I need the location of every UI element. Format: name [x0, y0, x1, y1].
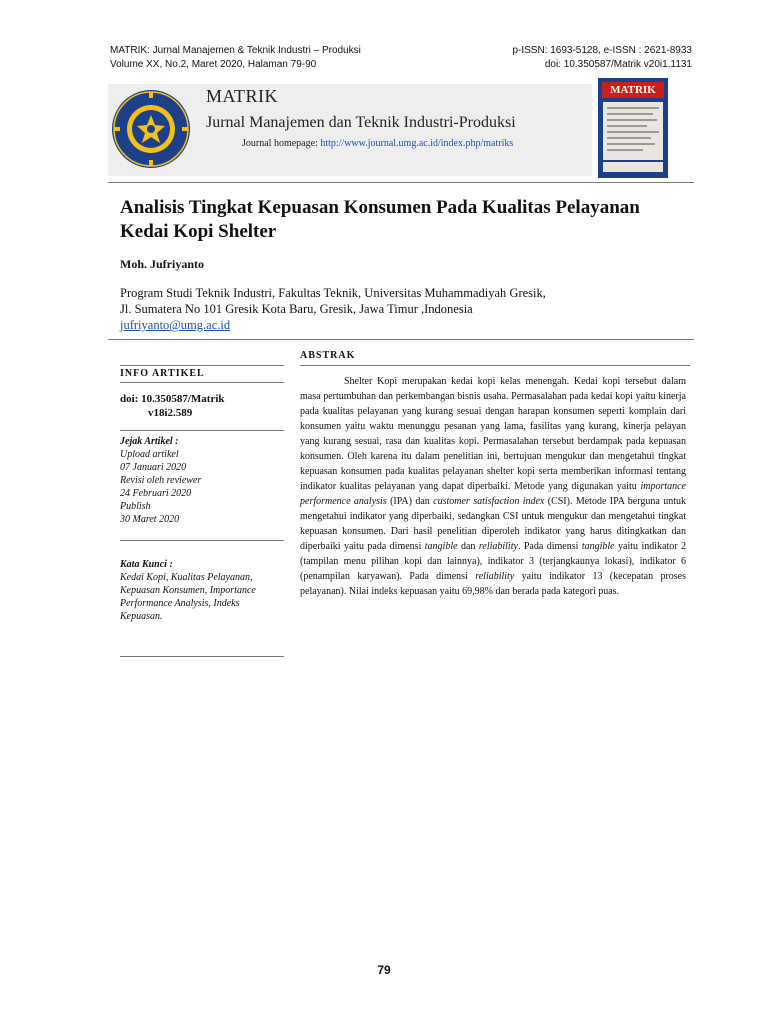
journal-subtitle: Jurnal Manajemen dan Teknik Industri-Produksi — [206, 114, 516, 131]
journal-homepage — [242, 138, 513, 149]
author-email-link[interactable]: jufriyanto@umg.ac.id — [120, 318, 231, 332]
article-doi — [120, 392, 284, 420]
volume-info: Volume XX, No.2, Maret 2020, Halaman 79-90 — [110, 59, 317, 70]
history-heading: Jejak Artikel : — [120, 436, 179, 447]
journal-name: MATRIK — [206, 86, 279, 106]
article-history — [120, 435, 284, 526]
page-number: 79 — [377, 963, 391, 977]
journal-citation: MATRIK: Jurnal Manajemen & Teknik Industri – Produksi — [110, 45, 361, 56]
title-divider — [108, 339, 694, 340]
keywords-list: Kedai Kopi, Kualitas Pelayanan, Kepuasan Konsumen, Importance Performance Analysis, Indeks Kepuasan. — [120, 572, 256, 622]
info-heading: INFO ARTIKEL — [120, 368, 205, 379]
homepage-link[interactable]: http://www.journal.umg.ac.id/index.php/matriks — [320, 138, 514, 149]
info-top-rule — [120, 365, 284, 366]
journal-cover-thumbnail — [598, 78, 668, 178]
university-seal-logo — [110, 88, 192, 170]
author-name: Moh. Jufriyanto — [120, 257, 204, 271]
abstract-divider — [300, 365, 690, 366]
affiliation-line-2: Jl. Sumatera No 101 Gresik Kota Baru, Gresik, Jawa Timur ,Indonesia — [120, 302, 473, 316]
ipa-term: importance performence analysis — [300, 481, 686, 507]
abstract-heading: ABSTRAK — [300, 350, 356, 361]
info-heading-rule — [120, 382, 284, 383]
running-header-right — [512, 44, 692, 72]
cover-title: MATRIK — [602, 82, 664, 98]
cover-content — [603, 102, 663, 160]
homepage-label: Journal homepage: — [242, 138, 318, 149]
keywords-heading: Kata Kunci : — [120, 559, 173, 570]
history-line: Revisi oleh reviewer — [120, 475, 202, 486]
article-title: Analisis Tingkat Kepuasan Konsumen Pada Kualitas Pelayanan Kedai Kopi Shelter — [120, 197, 640, 242]
keywords-block — [120, 558, 284, 623]
banner-divider — [108, 182, 694, 183]
history-line: Upload artikel — [120, 449, 179, 460]
cover-footer — [603, 162, 663, 172]
csi-term: customer satisfaction index — [433, 496, 545, 507]
history-rule — [120, 540, 284, 541]
abstract-text: Shelter Kopi merupakan kedai kopi kelas menengah. Kedai kopi tersebut dalam masa pertumbuhan dan perkembangan bisnis usaha. Permasalahan pada kedai kopi yaitu kinerja pada kualitas pelayanan yang kurang sesuai dengan harapan konsumen seperti komplain dari konsumen yaitu waktu menunggu pesanan yang lama, fasilitas yang kurang, kinerja pelayan yang kurang sesuai, rasa dan kualitas kopi. Permasalahan tersebut berdampak pada kepuasan konsumen. Oleh karena itu dalam penelitian ini, bertujuan mengukur dan mengetahui tingkat kepuasan konsumen pada kualitas pelayanan shelter kopi serta memberikan informasi tentang indikator kualitas pelayanan yang dapat diperbaiki. Metode yang digunakan yaitu importance performence analysis (IPA) dan customer satisfaction index (CSI). Metode IPA berguna untuk mengetahui indikator yang diperbaiki, sedangkan CSI untuk mengukur dan mengetahui tingkat kepuasan konsumen. Dari hasil penelitian diperoleh indikator yang harus ditingkatkan dan diperbaiki yaitu pada dimensi tangible dan reliability. Pada dimensi tangible yaitu indikator 2 (tampilan menu pilihan kopi dan lainnya), indikator 3 (terjangkaunya lokasi), indikator 6 (penampilan karyawan). Pada dimensi reliability yaitu indikator 13 (kecepatan proses pelayanan). Nilai indeks kepuasan yaitu 69,98% dan berada pada kategori puas. — [300, 376, 687, 597]
history-line: 24 Februari 2020 — [120, 488, 192, 499]
keywords-rule — [120, 656, 284, 657]
header-doi: doi: 10.350587/Matrik v20i1.1131 — [544, 59, 692, 70]
running-header-left — [110, 44, 361, 72]
author-affiliation — [120, 285, 546, 333]
doi-line-2: v18i2.589 — [148, 407, 193, 419]
history-line: 30 Maret 2020 — [120, 514, 180, 525]
history-line: 07 Januari 2020 — [120, 462, 187, 473]
affiliation-line-1: Program Studi Teknik Industri, Fakultas Teknik, Universitas Muhammadiyah Gresik, — [120, 286, 546, 300]
doi-rule — [120, 430, 284, 431]
issn-info: p-ISSN: 1693-5128, e-ISSN : 2621-8933 — [512, 45, 692, 56]
doi-line-1: doi: 10.350587/Matrik — [120, 393, 225, 405]
history-line: Publish — [120, 501, 151, 512]
